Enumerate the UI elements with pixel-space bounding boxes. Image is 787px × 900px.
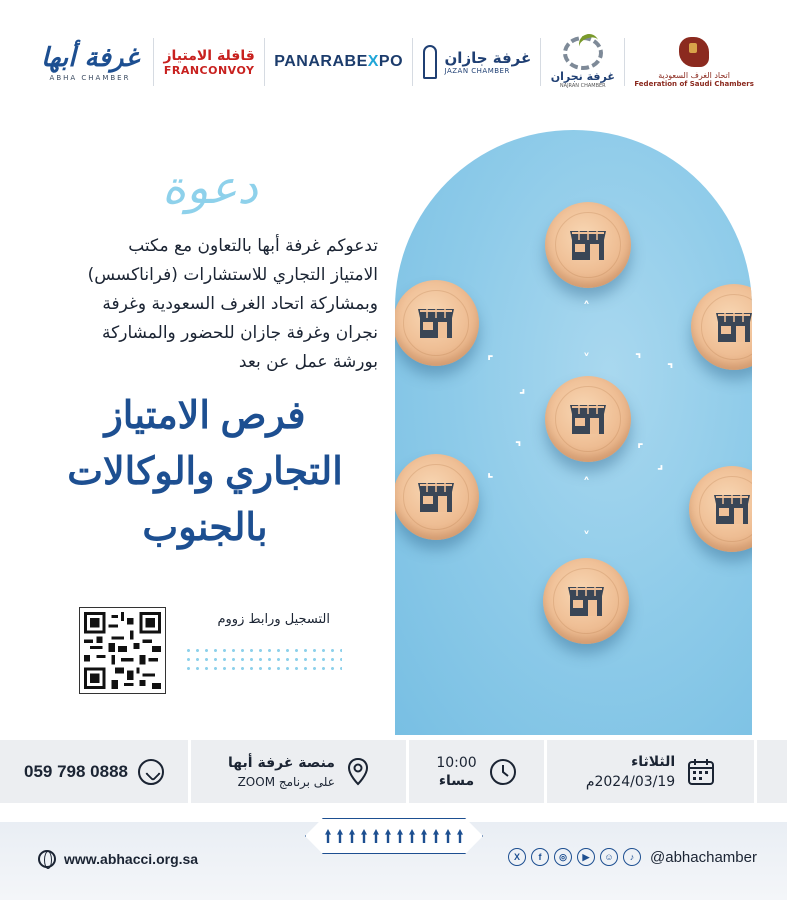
partner-logos-bar [30,22,760,102]
youtube-icon[interactable]: ▶ [577,848,595,866]
gear-palm-icon [563,36,603,70]
event-date: 2024/03/19م [585,773,676,790]
divider [153,38,154,86]
globe-icon [38,850,56,868]
sadu-ornament [305,818,483,854]
date-info [544,740,754,803]
arrow-diagonal-icon: ⌜ [637,442,644,458]
store-icon [417,480,455,514]
arrow-diagonal-icon: ⌟ [657,456,664,472]
store-icon [713,492,751,526]
event-period: مساء [438,772,475,789]
facebook-icon[interactable]: f [531,848,549,866]
arrow-up-icon: ˄ [583,476,590,492]
phone-info[interactable] [0,740,188,803]
arrow-diagonal-icon: ⌟ [519,380,526,396]
event-day: الثلاثاء [631,753,676,770]
time-info [406,740,544,803]
location-pin-icon [347,758,369,786]
website-link[interactable]: www.abhacci.org.sa [38,850,198,868]
social-handle[interactable]: @abhachamber [650,848,757,866]
arrow-diagonal-icon: ⌜ [487,354,494,370]
platform-title: منصة غرفة أبها [228,754,335,771]
info-bar-end [754,740,787,803]
registration-label: التسجيل ورابط زووم [217,612,330,627]
arrow-up-icon: ˄ [583,300,590,316]
wood-puck [691,284,752,370]
invitation-calligraphy: دعوة [162,160,258,214]
najran-chamber-logo: غرفة نجران NAJRAN CHAMBER [545,27,621,97]
divider [264,38,265,86]
instagram-icon[interactable]: ◎ [554,848,572,866]
workshop-title: فرص الامتياز التجاري والوكالات بالجنوب [67,395,343,549]
divider [624,38,625,86]
abha-chamber-logo: غرفة أبها ABHA CHAMBER [41,42,139,82]
panarabexpo-logo: PANARABEXPO [274,53,404,70]
phone-number[interactable]: 059 798 0888 [24,761,128,781]
platform-subtitle: على برنامج ZOOM [237,774,335,789]
arrow-diagonal-icon: ⌝ [635,352,642,368]
franconvoy-logo: قافلة الامتياز FRANCONVOY [163,47,255,77]
federation-saudi-chambers-logo: اتحاد الغرف السعودية Federation of Saudi Chambers [628,27,760,97]
wood-puck [395,280,479,366]
registration-qr-code[interactable] [79,607,166,694]
invitation-text: تدعوكم غرفة أبها بالتعاون مع مكتب الامتياز التجاري للاستشارات (فراناكسس) وبمشاركة اتحاد الغرف السعودية وغرفة نجران وغرفة جازان للحضور والمشاركة بورشة عمل عن بعد [87,236,378,372]
store-icon [569,228,607,262]
wood-puck [689,466,752,552]
arrow-diagonal-icon: ⌞ [487,464,494,480]
footer [0,822,787,900]
clock-icon [489,758,517,786]
platform-info [188,740,406,803]
franchise-network-image [395,130,752,735]
jazan-chamber-logo: غرفة جازان JAZAN CHAMBER [417,27,538,97]
qr-code-icon [84,612,161,689]
arrow-down-icon: ˅ [583,530,590,546]
decorative-dots [184,646,342,670]
store-icon [567,584,605,618]
social-links [508,848,757,866]
jazan-mark-icon [423,45,437,79]
divider [412,38,413,86]
store-icon [569,402,607,436]
arrow-down-icon: ˅ [583,352,590,368]
calendar-icon [687,757,715,787]
wood-puck [543,558,629,644]
arrow-diagonal-icon: ⌝ [515,440,522,456]
store-icon [715,310,752,344]
whatsapp-icon[interactable] [138,759,164,785]
arrow-diagonal-icon: ⌝ [667,362,674,378]
divider [540,38,541,86]
x-icon[interactable]: X [508,848,526,866]
wood-puck [545,376,631,462]
event-time: 10:00 [436,754,477,771]
wood-puck [395,454,479,540]
tiktok-icon[interactable]: ♪ [623,848,641,866]
wood-puck [545,202,631,288]
snapchat-icon[interactable]: ☺ [600,848,618,866]
event-info-bar [0,740,787,803]
store-icon [417,306,455,340]
federation-mark-icon [679,37,709,67]
